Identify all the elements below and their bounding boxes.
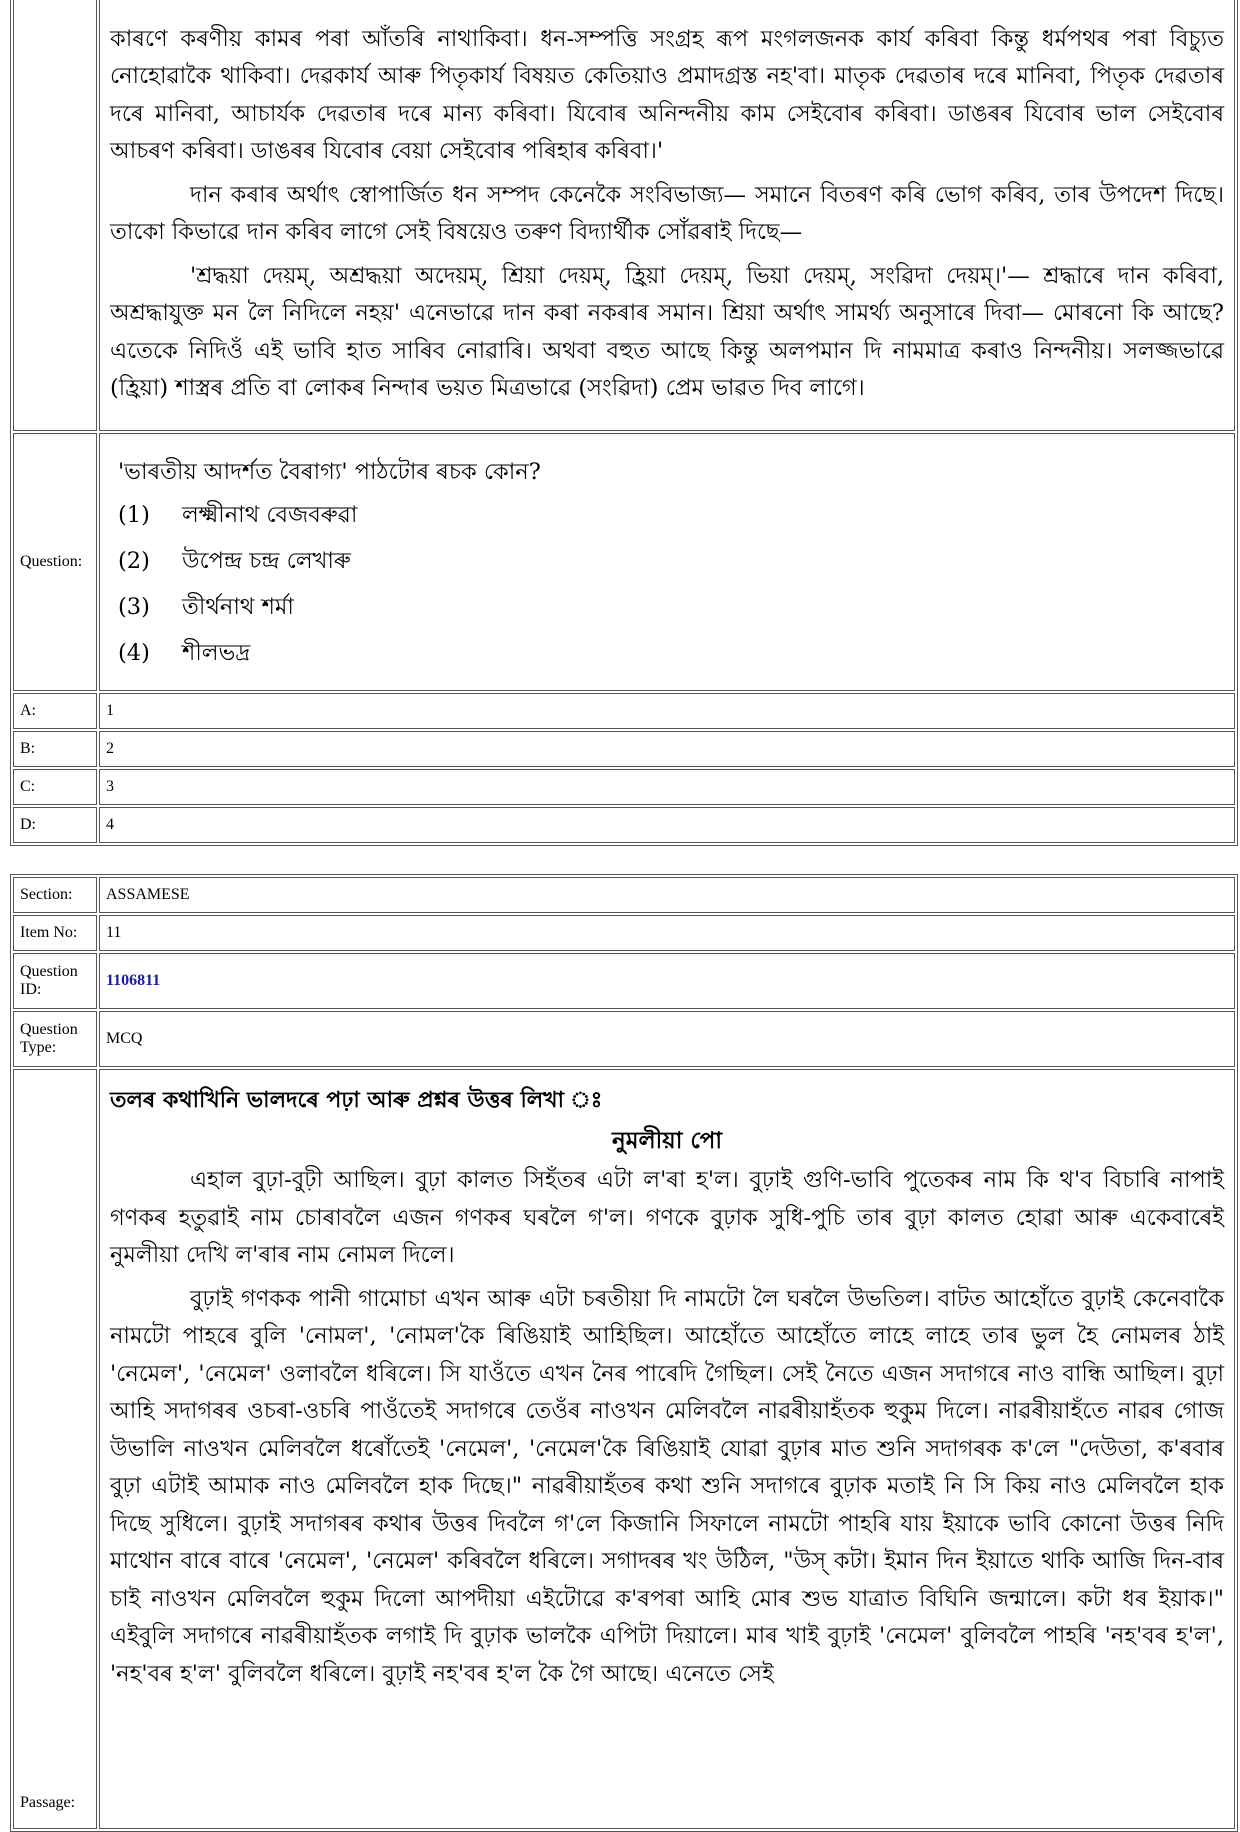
option-text: লক্ষ্মীনাথ বেজবৰুৱা bbox=[182, 502, 358, 528]
answer-value-a: 1 bbox=[99, 693, 1235, 729]
answer-label-b: B: bbox=[13, 731, 97, 767]
option-text: তীৰ্থনাথ শৰ্মা bbox=[182, 594, 294, 620]
item-no-label: Item No: bbox=[13, 915, 97, 951]
option-number: (4) bbox=[118, 640, 150, 666]
option-1 bbox=[106, 492, 1228, 538]
passage-10-paragraph: কাৰণে কৰণীয় কামৰ পৰা আঁতৰি নাথাকিবা। ধন-সম্পত্তি সংগ্ৰহ ৰূপ মংগলজনক কাৰ্য কৰিবা কিন্তু ধৰ্মপথৰ পৰা বিচ্যুত নোহোৱাকৈ থাকিবা। দেৱকাৰ্য আৰু পিতৃকাৰ্য বিষয়ত কেতিয়াও প্ৰমাদগ্ৰস্ত নহ'বা। মাতৃক দেৱতাৰ দৰে মানিবা, পিতৃক দেৱতাৰ দৰে মানিবা, আচাৰ্যক দেৱতাৰ দৰে মান্য কৰিবা। যিবোৰ অনিন্দনীয় কাম সেইবোৰ কৰিবা। ডাঙৰৰ যিবোৰ ভাল সেইবোৰ আচৰণ কৰিবা। ডাঙৰৰ যিবোৰ বেয়া সেইবোৰ পৰিহাৰ কৰিবা।' bbox=[110, 25, 1224, 164]
option-number: (2) bbox=[118, 548, 150, 574]
question-10-body bbox=[99, 433, 1235, 691]
passage-label-cell bbox=[13, 0, 97, 431]
passage-10 bbox=[99, 0, 1235, 431]
answer-label-d: D: bbox=[13, 807, 97, 843]
answer-value-b: 2 bbox=[99, 731, 1235, 767]
option-text: শীলভদ্ৰ bbox=[182, 640, 251, 666]
section-value: ASSAMESE bbox=[99, 877, 1235, 913]
option-2 bbox=[106, 538, 1228, 584]
option-number: (3) bbox=[118, 594, 150, 620]
story-title: নুমলীয়া পো bbox=[611, 1127, 723, 1154]
answer-label-c: C: bbox=[13, 769, 97, 805]
passage-10-paragraph: 'শ্ৰদ্ধয়া দেয়ম্, অশ্ৰদ্ধয়া অদেয়ম্, শ্ৰিয়া দেয়ম্, হ্ৰিয়া দেয়ম্, ভিয়া দেয়ম্, সংৱিদা দেয়ম্।'— শ্ৰদ্ধাৰে দান কৰিবা, অশ্ৰদ্ধাযুক্ত মন লৈ নিদিলে নহয়' এনেভাৱে দান কৰা নকৰাৰ সমান। শ্ৰিয়া অৰ্থাৎ সামৰ্থ্য অনুসাৰে দিবা— মোৰনো কি আছে? এতেকে নিদিওঁ এই ভাবি হাত সাৰিব নোৱাৰি। অথবা বহুত আছে কিন্তু অলপমান দি নামমাত্ৰ কৰাও নিন্দনীয়। সলজ্জভাৱে (হ্ৰিয়া) শাস্ত্ৰৰ প্ৰতি বা লোকৰ নিন্দাৰ ভয়ত মিত্ৰভাৱে (সংৱিদা) প্ৰেম ভাৱত দিব লাগে। bbox=[110, 262, 1224, 401]
option-text: উপেন্দ্ৰ চন্দ্ৰ লেখাৰু bbox=[182, 548, 351, 574]
option-4 bbox=[106, 630, 1228, 676]
passage-11 bbox=[99, 1069, 1235, 1829]
passage-label: Passage: bbox=[13, 1069, 97, 1829]
question-10-text: 'ভাৰতীয় আদৰ্শত বৈৰাগ্য' পাঠটোৰ ৰচক কোন? bbox=[118, 459, 541, 485]
answer-label-a: A: bbox=[13, 693, 97, 729]
question-type-label: Question Type: bbox=[13, 1011, 97, 1067]
question-id-label: Question ID: bbox=[13, 953, 97, 1009]
option-number: (1) bbox=[118, 502, 150, 528]
passage-11-paragraph: এহাল বুঢ়া-বুঢ়ী আছিল। বুঢ়া কালত সিহঁতৰ এটা ল'ৰা হ'ল। বুঢ়াই গুণি-ভাবি পুতেকৰ নাম কি থ'ব বিচাৰি নাপাই গণকৰ হতুৱাই নাম চোৰাবলৈ এজন গণকৰ ঘৰলৈ গ'ল। গণকে বুঢ়াক সুধি-পুচি তাৰ বুঢ়া কালত হোৱা আৰু একেবাৰেই নুমলীয়া দেখি ল'ৰাৰ নাম নোমল দিলে। bbox=[110, 1167, 1224, 1268]
item-no-value: 11 bbox=[99, 915, 1235, 951]
question-11-table bbox=[10, 874, 1238, 1832]
passage-10-paragraph: দান কৰাৰ অৰ্থাৎ স্বোপাৰ্জিত ধন সম্পদ কেনেকৈ সংবিভাজ্য— সমানে বিতৰণ কৰি ভোগ কৰিব, তাৰ উপদেশ দিছে। তাকো কিভাৱে দান কৰিব লাগে সেই বিষয়েও তৰুণ বিদ্যাৰ্থীক সোঁৱৰাই দিছে— bbox=[110, 181, 1224, 245]
question-10-table bbox=[10, 0, 1238, 846]
passage-instruction: তলৰ কথাখিনি ভালদৰে পঢ়া আৰু প্ৰশ্নৰ উত্তৰ লিখা ঃ bbox=[110, 1087, 603, 1113]
section-label: Section: bbox=[13, 877, 97, 913]
answer-value-c: 3 bbox=[99, 769, 1235, 805]
option-3 bbox=[106, 584, 1228, 630]
question-id-value: 1106811 bbox=[99, 953, 1235, 1009]
passage-11-paragraph: বুঢ়াই গণকক পানী গামোচা এখন আৰু এটা চৰতীয়া দি নামটো লৈ ঘৰলৈ উভতিল। বাটত আহোঁতে বুঢ়াই কেনেবাকৈ নামটো পাহৰে বুলি 'নোমল', 'নোমল'কৈ ৰিঙিয়াই আহিছিল। আহোঁতে আহোঁতে লাহে লাহে তাৰ ভুল হৈ নোমলৰ ঠাই 'নেমেল', 'নেমেল' ওলাবলৈ ধৰিলে। সি যাওঁতে এখন নৈৰ পাৰেদি গৈছিল। সেই নৈতে এজন সদাগৰে নাও বান্ধি আছিল। বুঢ়া আহি সদাগৰৰ ওচৰা-ওচৰি পাওঁতেই সদাগৰে তেওঁৰ নাওখন মেলিবলৈ নাৱৰীয়াহঁতক হুকুম দিলে। নাৱৰীয়াহঁতে নাৱৰ গোজ উভালি নাওখন মেলিবলৈ ধৰোঁতেই 'নেমেল', 'নেমেল'কৈ ৰিঙিয়াই যোৱা বুঢ়াৰ মাত শুনি সদাগৰক ক'লে "দেউতা, ক'ৰবাৰ বুঢ়া এটাই আমাক নাও মেলিবলৈ হাক দিছে।" নাৱৰীয়াহঁতৰ কথা শুনি সদাগৰে বুঢ়াক মতাই নি সি কিয় নাও মেলিবলৈ হাক দিছে সুধিলে। বুঢ়াই সদাগৰৰ কথাৰ উত্তৰ দিবলৈ গ'লে কিজানি সিফালে নামটো পাহৰি যায় ইয়াকে ভাবি কোনো উত্তৰ নিদি মাথোন বাৰে বাৰে 'নেমেল', 'নেমেল' কৰিবলৈ ধৰিলে। সগাদৰৰ খং উঠিল, "উস্ কটা। ইমান দিন ইয়াতে থাকি আজি দিন-বাৰ চাই নাওখন মেলিবলৈ হুকুম দিলো আপদীয়া এইটোৱে ক'ৰপৰা আহি মোৰ শুভ যাত্ৰাত বিঘিনি জন্মালে। কটা ধৰ ইয়াক।" এইবুলি সদাগৰে নাৱৰীয়াহঁতক লগাই দি বুঢ়াক ভালকৈ এপিটা দিয়ালে। মাৰ খাই বুঢ়াই 'নেমেল' বুলিবলৈ পাহৰি 'নহ'বৰ হ'ল', 'নহ'বৰ হ'ল' বুলিবলৈ ধৰিলে। বুঢ়াই নহ'বৰ হ'ল কৈ গৈ আছে। এনেতে সেই bbox=[110, 1285, 1224, 1687]
question-type-value: MCQ bbox=[99, 1011, 1235, 1067]
question-label: Question: bbox=[13, 433, 97, 691]
answer-value-d: 4 bbox=[99, 807, 1235, 843]
